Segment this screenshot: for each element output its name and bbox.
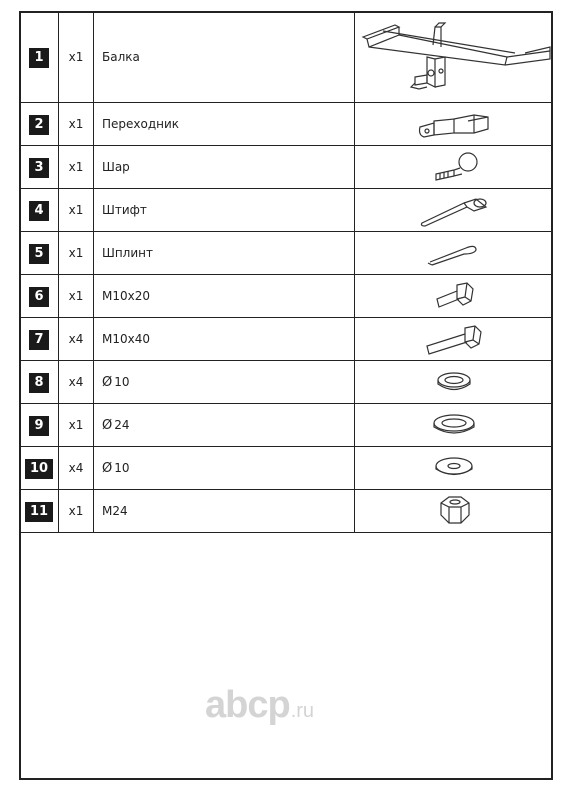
item-quantity: x1	[59, 232, 94, 275]
tow-ball-icon	[424, 150, 484, 184]
item-name: M10x40	[94, 318, 355, 361]
diameter-symbol: Ø	[102, 374, 113, 390]
item-quantity: x1	[59, 275, 94, 318]
item-quantity: x1	[59, 146, 94, 189]
table-row	[20, 361, 553, 404]
table-row	[20, 103, 553, 146]
table-row	[20, 12, 553, 103]
item-number-badge: 4	[29, 201, 49, 221]
item-quantity: x4	[59, 318, 94, 361]
hex-nut-icon	[429, 493, 479, 529]
item-name: M24	[94, 490, 355, 533]
table-row	[20, 232, 553, 275]
spring-washer-small-icon	[429, 367, 479, 397]
item-number-badge: 7	[29, 330, 49, 350]
item-number-badge: 3	[29, 158, 49, 178]
item-number-badge: 9	[29, 416, 49, 436]
item-number-badge: 8	[29, 373, 49, 393]
table-row	[20, 146, 553, 189]
table-row	[20, 275, 553, 318]
bolt-short-icon	[429, 279, 479, 313]
item-name: 10	[114, 460, 130, 475]
adapter-icon	[414, 107, 494, 141]
table-row	[20, 404, 553, 447]
abcp-watermark-logo: abcp .ru	[205, 684, 315, 726]
table-row	[20, 447, 553, 490]
diameter-symbol: Ø	[102, 460, 113, 476]
item-name: Переходник	[94, 103, 355, 146]
table-row	[20, 189, 553, 232]
spring-washer-large-icon	[426, 410, 482, 440]
item-name: 10	[114, 374, 130, 389]
table-row	[20, 490, 553, 533]
item-name: Шплинт	[94, 232, 355, 275]
item-number-badge: 1	[29, 48, 49, 68]
tow-bar-beam-icon	[355, 17, 555, 97]
item-number-badge: 10	[25, 459, 53, 479]
diameter-symbol: Ø	[102, 417, 113, 433]
table-row	[20, 318, 553, 361]
item-quantity: x4	[59, 361, 94, 404]
item-name: Балка	[94, 12, 355, 103]
item-quantity: x1	[59, 404, 94, 447]
item-number-badge: 11	[25, 502, 53, 522]
item-quantity: x1	[59, 189, 94, 232]
item-name: Шар	[94, 146, 355, 189]
item-number-badge: 2	[29, 115, 49, 135]
item-quantity: x1	[59, 490, 94, 533]
bolt-long-icon	[419, 322, 489, 356]
item-quantity: x4	[59, 447, 94, 490]
parts-table	[19, 11, 553, 533]
item-number-badge: 5	[29, 244, 49, 264]
pin-icon	[414, 193, 494, 227]
flat-washer-icon	[426, 453, 482, 483]
item-quantity: x1	[59, 103, 94, 146]
cotter-pin-icon	[424, 238, 484, 268]
item-quantity: x1	[59, 12, 94, 103]
item-number-badge: 6	[29, 287, 49, 307]
item-name: Штифт	[94, 189, 355, 232]
item-name: 24	[114, 417, 130, 432]
item-name: M10x20	[94, 275, 355, 318]
